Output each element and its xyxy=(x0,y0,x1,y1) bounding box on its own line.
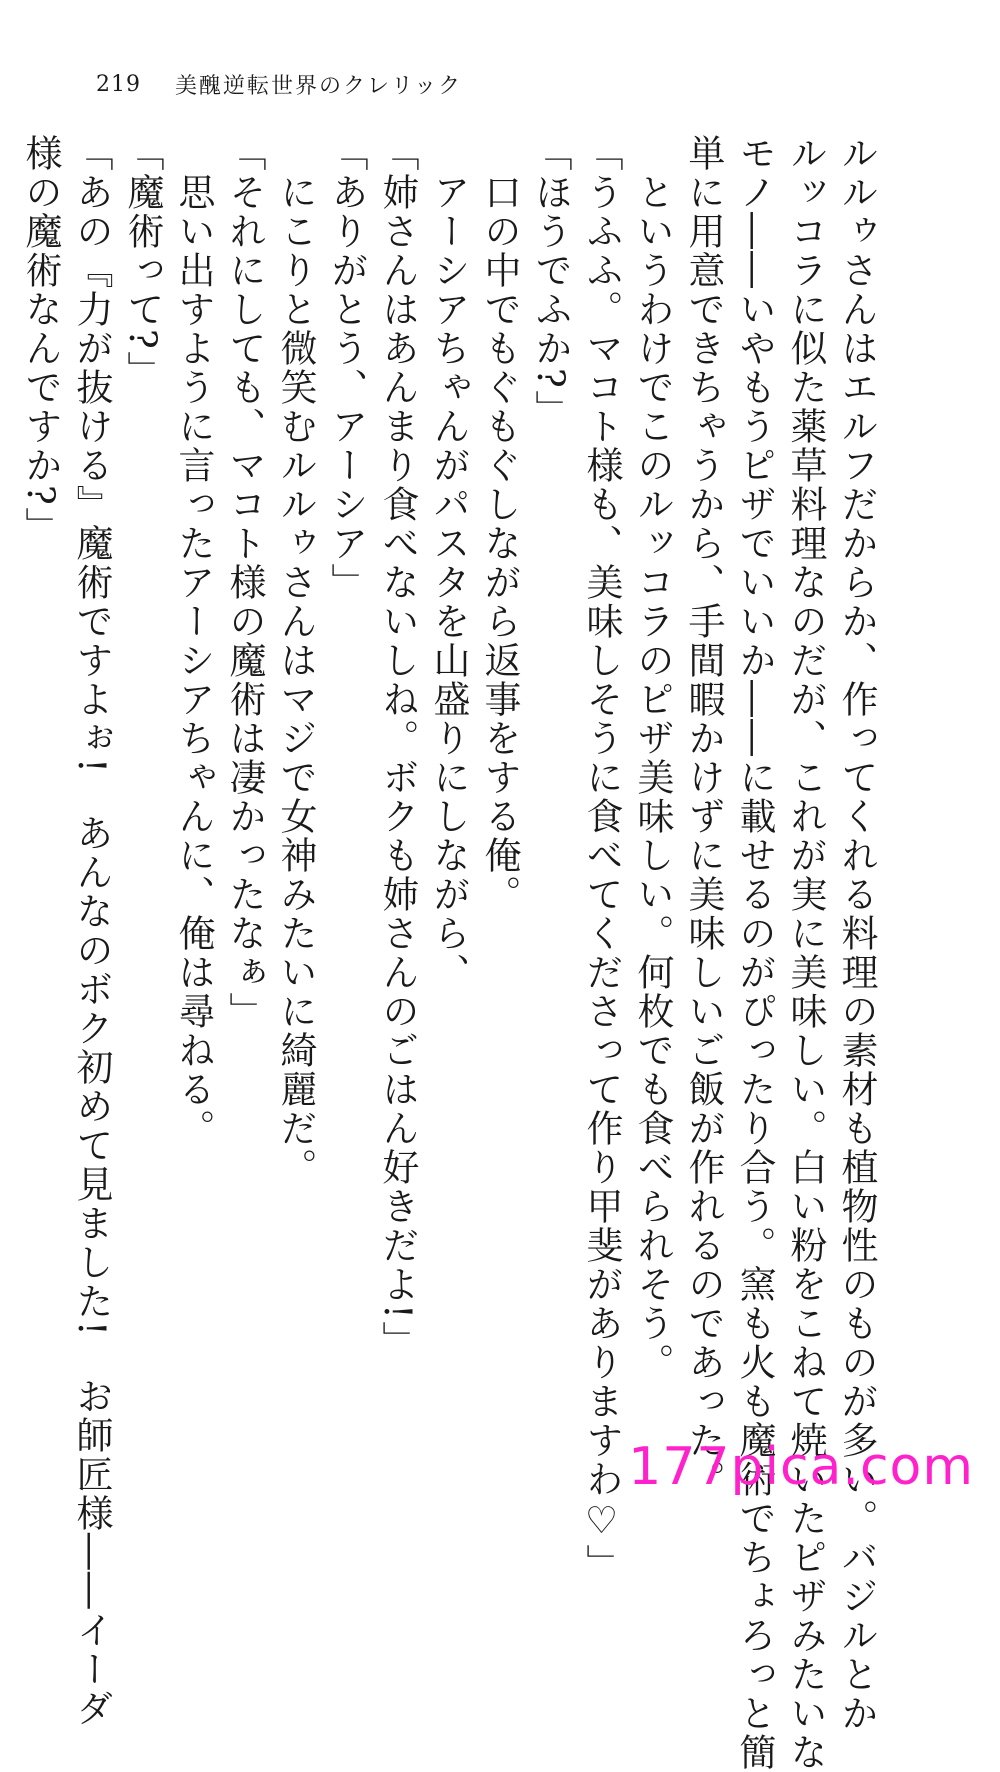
watermark: 177pica.com xyxy=(628,1437,974,1497)
text-line: ルルゥさんはエルフだからか、作ってくれる料理の素材も植物性のものが多い。バジルとか xyxy=(835,134,878,1733)
text-line: 「ありがとう、アーシア」 xyxy=(325,134,368,602)
text-line: 思い出すように言ったアーシアちゃんに、俺は尋ねる。 xyxy=(172,134,215,1148)
text-line: 「それにしても、マコト様の魔術は凄かったなぁ」 xyxy=(223,134,266,1031)
text-line: 口の中でもぐもぐしながら返事をする俺。 xyxy=(478,134,521,914)
text-line: 単に用意できちゃうから、手間暇かけずに美味しいご飯が作れるのであった。 xyxy=(682,134,725,1499)
text-line: 「あの『力が抜ける』魔術ですよぉ! あんなのボク初めて見ました! お師匠様――イーダ xyxy=(70,134,113,1728)
text-line: 様の魔術なんですか?」 xyxy=(19,134,62,546)
text-line: アーシアちゃんがパスタを山盛りにしながら、 xyxy=(427,134,470,992)
text-line: 「うふふ。マコト様も、美味しそうに食べてくださって作り甲斐がありますわ♡」 xyxy=(580,134,623,1583)
page-number: 219 xyxy=(96,71,141,97)
running-title: 美醜逆転世界のクレリック xyxy=(175,73,463,99)
text-line: 「ほうでふか?」 xyxy=(529,134,572,429)
text-line: ルッコラに似た薬草料理なのだが、これが実に美味しい。白い粉をこねて焼いたピザみたいな xyxy=(784,134,827,1772)
page-header xyxy=(96,64,462,104)
text-line: モノ――いやもうピザでいいか――に載せるのがぴったり合う。窯も火も魔術でちょろっと簡 xyxy=(733,134,776,1772)
text-line: にこりと微笑むルルゥさんはマジで女神みたいに綺麗だ。 xyxy=(274,134,317,1187)
text-line: というわけでこのルッコラのピザ美味しい。何枚でも食べられそう。 xyxy=(631,134,674,1382)
text-line: 「姉さんはあんまり食べないしね。ボクも姉さんのごはん好きだよ!」 xyxy=(376,134,419,1360)
text-line: 「魔術って?」 xyxy=(121,134,164,390)
